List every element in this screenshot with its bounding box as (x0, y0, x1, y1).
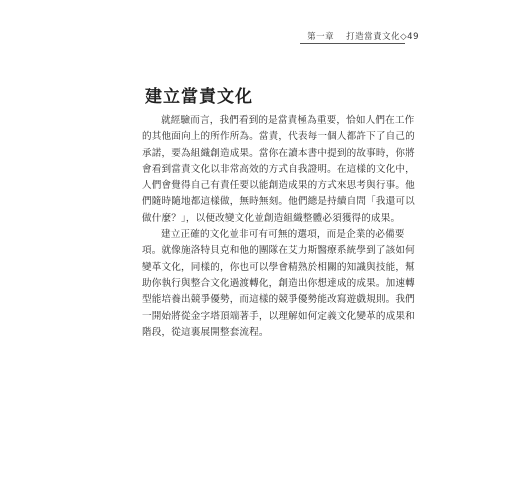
paragraph-2-line-1: 建立正確的文化並非可有可無的選項，而是企業的必備要 (161, 229, 405, 241)
paragraph-1-line-2: 的其他面向上的所作所為。當責，代表每一個人都許下了自己的 (142, 131, 415, 143)
running-header (307, 30, 419, 42)
paragraph-1-line-7: 做什麼？」，以便改變文化並創造組織整體必須獲得的成果。 (142, 212, 401, 224)
paragraph-2-line-4: 助你執行與整合文化過渡轉化，創造出你想達成的成果。加速轉 (142, 277, 415, 289)
paragraph-2-line-6: 一開始將從金字塔頂端著手，以理解如何定義文化變革的成果和 (142, 310, 415, 322)
paragraph-1-line-1: 就經驗而言，我們看到的是當責極為重要，恰如人們在工作 (161, 115, 415, 126)
page-number: ◇49 (400, 32, 419, 42)
section-title: 建立當責文化 (145, 87, 253, 107)
body-text (142, 113, 415, 341)
paragraph-1-line-3: 承諾，要為組織創造成果。當你在讀本書中提到的故事時，你將 (142, 147, 415, 159)
header-rule (300, 43, 405, 44)
chapter-title: 打造當責文化 (346, 32, 401, 42)
paragraph-1-line-5: 人們會覺得自己有責任要以能創造成果的方式來思考與行事。他 (142, 180, 415, 192)
paragraph-2-line-2: 項。就像施洛特貝克和他的團隊在艾力斯醫療系統學到了該如何 (142, 245, 415, 257)
paragraph-2-line-5: 型能培養出競爭優勢，而這樣的競爭優勢能改寫遊戲規則。我們 (142, 294, 415, 306)
paragraph-2-line-7: 階段，從這裏展開整套流程。 (142, 326, 269, 338)
chapter-label: 第一章 (307, 32, 335, 42)
paragraph-2-line-3: 變革文化，同樣的，你也可以學會精熟於相關的知識與技能，幫 (142, 261, 415, 273)
paragraph-1-line-4: 會看到當責文化以非常高效的方式自我證明。在這樣的文化中， (142, 163, 415, 175)
paragraph-1-line-6: 們隨時隨地都這樣做，無時無刻。他們總是持續自問「我還可以 (142, 196, 415, 208)
